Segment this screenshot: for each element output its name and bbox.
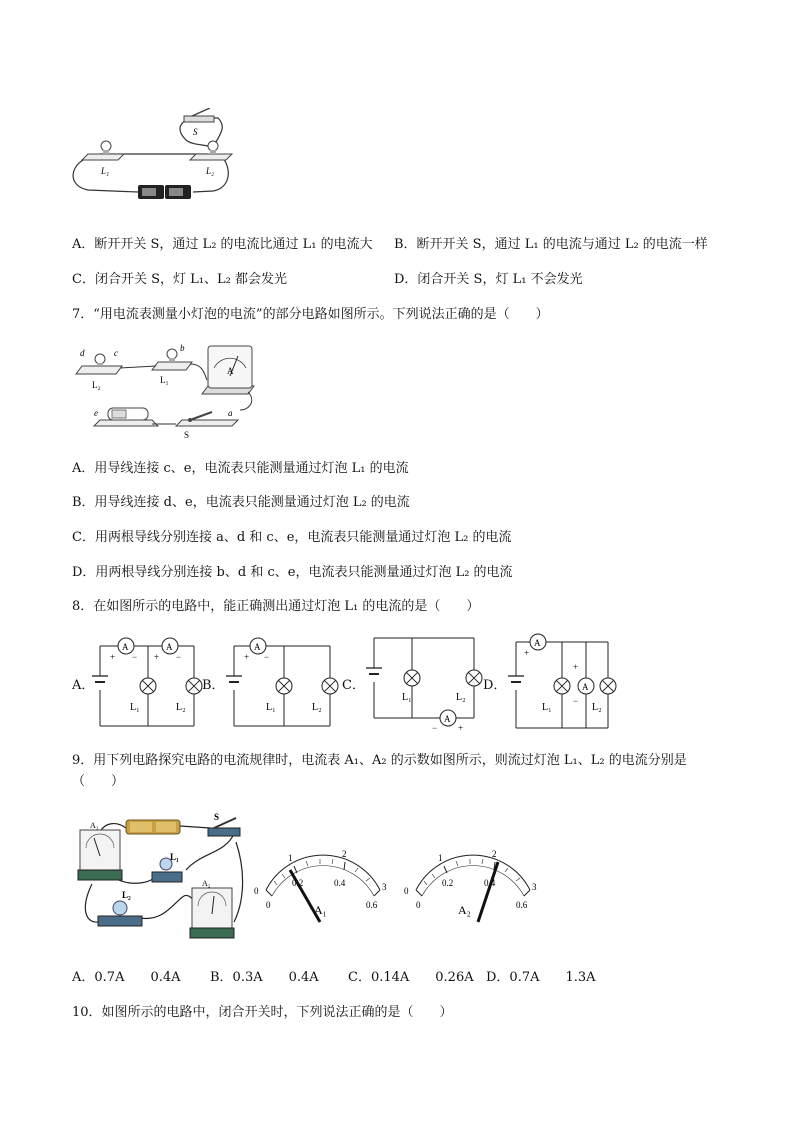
q7-label-l2: L₂ [92, 380, 101, 390]
q8-a-l2: L₂ [176, 702, 186, 713]
q9-dial-a1-outer-3: 3 [382, 882, 387, 892]
q7-label-a-meter: A [227, 366, 234, 376]
q9-dial-a2 [398, 848, 538, 928]
q10-stem: 10．如图所示的电路中，闭合开关时，下列说法正确的是（ ） [72, 1005, 453, 1020]
q9-dial-a1-inner-04: 0.4 [334, 878, 346, 888]
q7-label-c: c [114, 348, 118, 358]
q7-label-s: S [184, 430, 190, 440]
q9-dial-a2-outer-3: 3 [532, 882, 537, 892]
q9-ammeter-a1 [78, 830, 122, 880]
q8-d-plus-2: + [573, 662, 579, 672]
q6-battery [138, 185, 191, 199]
q8-option-b-letter[interactable]: B． [202, 678, 225, 693]
q8-option-a-letter[interactable]: A． [72, 678, 95, 693]
q9-dial-a1-inner-02: 0.2 [292, 878, 304, 888]
q8-c-l2: L₂ [456, 692, 466, 703]
q9-dial-a1-outer-0: 0 [254, 886, 259, 896]
q8-circuit-c[interactable] [362, 632, 484, 732]
q9-option-a[interactable]: A．0.7A 0.4A [72, 970, 181, 985]
q9-dial-a2-outer-2: 2 [492, 849, 497, 859]
q7-option-a[interactable]: A．用导线连接 c、e，电流表只能测量通过灯泡 L₁ 的电流 [72, 461, 409, 476]
q8-a-l1: L₁ [130, 702, 140, 713]
q9-fig-label-l2: L₂ [122, 890, 131, 900]
q8-c-minus: − [432, 723, 438, 732]
q9-dial-a2-inner-04: 0.4 [484, 878, 496, 888]
q7-label-l1: L₁ [160, 375, 169, 385]
q7-label-b: b [180, 343, 185, 353]
q7-battery [94, 408, 158, 426]
q7-label-a: a [228, 408, 233, 418]
q8-c-l1: L₁ [402, 692, 412, 703]
q7-label-e: e [94, 408, 98, 418]
q9-option-b[interactable]: B．0.3A 0.4A [210, 970, 319, 985]
q8-a-plus-1: + [110, 652, 116, 662]
q8-c-plus: + [458, 723, 464, 732]
q9-dial-a1-label: A₁ [314, 903, 327, 917]
q6-label-l1: L₁ [101, 166, 110, 176]
q9-dial-a1-inner-06: 0.6 [366, 900, 378, 910]
q8-circuit-b[interactable] [222, 632, 342, 732]
q7-stem: 7．“用电流表测量小灯泡的电流”的部分电路如图所示。下列说法正确的是（ ） [72, 307, 549, 322]
q9-dial-a2-inner-06: 0.6 [516, 900, 528, 910]
q6-lamp-1 [82, 141, 124, 160]
q8-d-meter-1: A [534, 638, 541, 648]
q9-dial-a2-inner-0: 0 [416, 900, 421, 910]
q6-option-d[interactable]: D．闭合开关 S，灯 L₁ 不会发光 [394, 272, 583, 287]
q8-b-l2: L₂ [312, 702, 322, 713]
q9-circuit-figure [74, 812, 246, 946]
q8-circuit-d[interactable] [502, 630, 624, 732]
q9-dial-a1-inner-0: 0 [266, 900, 271, 910]
q8-d-l1: L₁ [542, 702, 552, 713]
q9-switch [208, 818, 240, 836]
q7-circuit-figure [72, 340, 272, 442]
q8-a-minus-1: − [132, 652, 138, 662]
q9-lamp-2 [98, 901, 142, 926]
q9-dial-a2-needle [478, 862, 498, 922]
q6-option-b[interactable]: B．断开开关 S，通过 L₁ 的电流与通过 L₂ 的电流一样 [394, 237, 708, 252]
q8-b-l1: L₁ [266, 702, 276, 713]
q7-lamp-1 [152, 349, 192, 370]
q6-option-a[interactable]: A．断开开关 S，通过 L₂ 的电流比通过 L₁ 的电流大 [72, 237, 373, 252]
q9-dial-a2-outer-1: 1 [438, 853, 443, 863]
q8-a-plus-2: + [154, 652, 160, 662]
q7-label-d: d [80, 348, 85, 358]
q9-battery [126, 820, 180, 834]
q9-stem-line-2: （ ） [72, 774, 125, 789]
q6-switch [184, 108, 214, 122]
q9-option-d[interactable]: D．0.7A 1.3A [486, 970, 596, 985]
q8-option-d-letter[interactable]: D． [483, 678, 507, 693]
q9-ammeter-a2 [190, 888, 234, 938]
q8-b-meter: A [254, 642, 261, 652]
q7-option-b[interactable]: B．用导线连接 d、e，电流表只能测量通过灯泡 L₂ 的电流 [72, 495, 410, 510]
q8-a-meter-2: A [166, 642, 173, 652]
q9-dial-a1 [248, 848, 388, 928]
q7-option-d[interactable]: D．用两根导线分别连接 b、d 和 c、e，电流表只能测量通过灯泡 L₂ 的电流 [72, 565, 513, 580]
q8-a-meter-1: A [122, 642, 129, 652]
q9-option-c[interactable]: C．0.14A 0.26A [348, 970, 474, 985]
q8-a-minus-2: − [176, 652, 182, 662]
q8-b-plus: + [244, 652, 250, 662]
q8-b-minus: − [264, 652, 270, 662]
q6-option-c[interactable]: C．闭合开关 S，灯 L₁、L₂ 都会发光 [72, 272, 287, 287]
q9-dial-a2-inner-02: 0.2 [442, 878, 454, 888]
q7-option-c[interactable]: C．用两根导线分别连接 a、d 和 c、e，电流表只能测量通过灯泡 L₂ 的电流 [72, 530, 512, 545]
q6-label-s: S [193, 127, 198, 137]
q8-d-minus-2: − [573, 696, 579, 706]
q9-fig-label-a1: A₁ [90, 821, 99, 830]
q8-d-meter-2: A [582, 682, 589, 692]
q9-stem-line-1: 9．用下列电路探究电路的电流规律时，电流表 A₁、A₂ 的示数如图所示，则流过灯泡 L₁、L₂ 的电流分别是 [72, 753, 687, 768]
q8-circuit-a[interactable] [90, 632, 208, 732]
q9-dial-a2-label: A₂ [458, 903, 471, 917]
q6-label-l2: L₂ [206, 166, 215, 176]
q8-option-c-letter[interactable]: C． [342, 678, 365, 693]
q9-dial-a1-outer-2: 2 [342, 849, 347, 859]
q6-circuit-figure [68, 108, 238, 203]
q9-fig-label-s: S [214, 812, 220, 822]
q8-stem: 8．在如图所示的电路中，能正确测出通过灯泡 L₁ 的电流的是（ ） [72, 599, 480, 614]
q8-c-meter: A [444, 714, 451, 724]
q9-fig-label-l1: L₁ [170, 852, 179, 862]
q8-d-plus-1: + [524, 648, 530, 658]
q9-dial-a1-outer-1: 1 [288, 853, 293, 863]
q9-fig-label-a2: A₂ [202, 879, 211, 888]
q8-d-l2: L₂ [592, 702, 602, 713]
q9-dial-a2-outer-0: 0 [404, 886, 409, 896]
